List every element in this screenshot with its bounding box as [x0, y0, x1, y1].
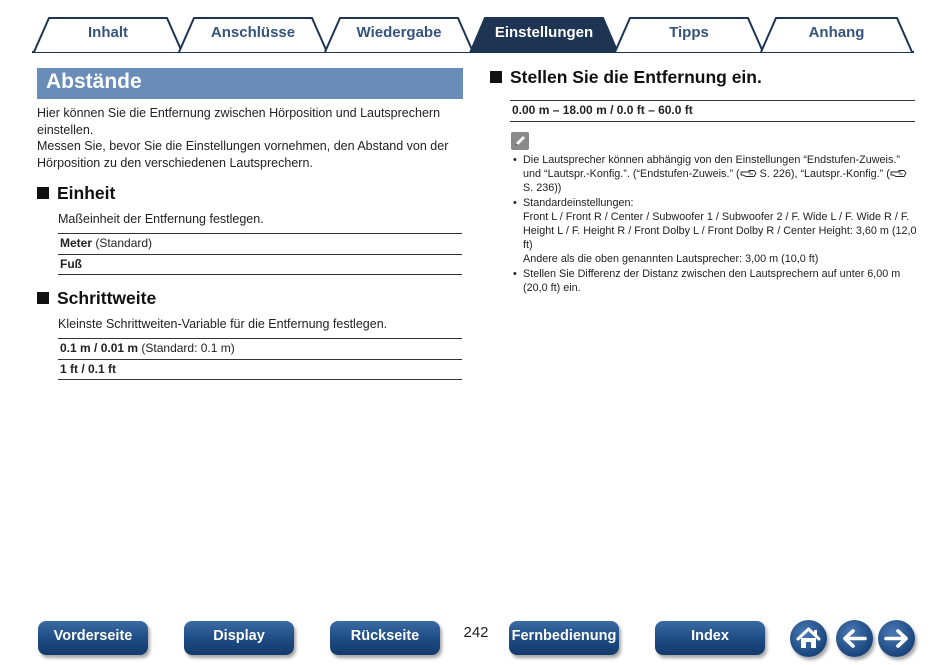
option-row [58, 254, 462, 275]
tab-tipps[interactable] [614, 16, 764, 52]
schrittweite-options-table [58, 338, 462, 380]
forward-button[interactable] [878, 620, 915, 657]
tab-label: Einstellungen [494, 24, 594, 41]
page-title: Abstände [46, 70, 142, 93]
note-item [513, 196, 918, 267]
option-row [58, 233, 462, 254]
button-label: Fernbedienung [511, 628, 617, 644]
option-row [58, 338, 462, 359]
note-item [513, 267, 918, 295]
intro-text [37, 105, 465, 171]
button-label: Rückseite [350, 628, 420, 644]
tab-label: Wiedergabe [356, 24, 442, 41]
einheit-options-table [58, 233, 462, 275]
note-text: Andere als die oben genannten Lautsprecher: 3,00 m (10,0 ft) [523, 253, 819, 266]
tab-label: Inhalt [88, 24, 128, 41]
tab-anschluesse[interactable] [178, 16, 328, 52]
option-value: Meter [60, 236, 93, 250]
tab-bar [0, 0, 950, 56]
forward-arrow-icon [878, 620, 915, 657]
pointing-hand-icon[interactable] [890, 168, 907, 177]
fernbedienung-button[interactable] [509, 621, 619, 655]
schrittweite-heading [37, 288, 156, 309]
tab-label: Anschlüsse [210, 24, 296, 41]
distance-heading [490, 67, 762, 88]
note-item [513, 153, 918, 196]
option-note: (Standard: 0.1 m) [138, 341, 235, 355]
option-value: 0.1 m / 0.01 m [60, 341, 139, 355]
note-text: S. 236)) [523, 182, 562, 195]
tab-label: Tipps [669, 24, 709, 41]
tab-wiedergabe[interactable] [324, 16, 474, 52]
tab-anhang[interactable] [760, 16, 913, 52]
tab-einstellungen[interactable] [469, 16, 619, 52]
square-bullet-icon [37, 292, 49, 304]
vorderseite-button[interactable] [38, 621, 148, 655]
option-row [58, 359, 462, 380]
index-button[interactable] [655, 621, 765, 655]
einheit-heading [37, 183, 115, 204]
option-note: (Standard) [92, 236, 153, 250]
option-value: Fuß [60, 257, 82, 271]
home-button[interactable] [790, 620, 827, 657]
back-arrow-icon [836, 620, 873, 657]
tab-inhalt[interactable] [33, 16, 183, 52]
pointing-hand-icon[interactable] [740, 168, 757, 177]
heading-text: Schrittweite [57, 288, 157, 308]
home-icon [790, 620, 827, 657]
note-text: Stellen Sie Differenz der Distanz zwischen den Lautsprechern auf unter 6,00 m (20,0 ft) ein. [523, 267, 901, 294]
button-label: Index [691, 628, 729, 644]
square-bullet-icon [37, 187, 49, 199]
page-number: 242 [463, 624, 489, 641]
heading-text: Stellen Sie die Entfernung ein. [510, 67, 762, 87]
note-text: Front L / Front R / Center / Subwoofer 1 / Subwoofer 2 / F. Wide L / F. Wide R / F. Height L / F. Height R / Front Dolby L / Front Dolby R / Center Height: 3,60 m (12,0 ft) [523, 210, 917, 252]
note-text: S. 226), “Lautspr.-Konfig.” ( [756, 168, 890, 181]
back-button[interactable] [836, 620, 873, 657]
notes-list [513, 153, 918, 295]
note-text: Die Lautsprecher können abhängig von den Einstellungen “Endstufen-Zuweis.” und “Lautspr.-Konfig.”. (“Endstufen-Zuweis.” ( [523, 154, 900, 181]
distance-range: 0.00 m – 18.00 m / 0.0 ft – 60.0 ft [510, 100, 915, 122]
intro-paragraph-1: Hier können Sie die Entfernung zwischen Hörposition und Lautsprechern einstellen. [37, 106, 441, 137]
button-label: Display [213, 628, 265, 644]
tab-label: Anhang [808, 24, 865, 41]
pencil-icon [511, 132, 529, 150]
note-text: Standardeinstellungen: [523, 196, 634, 209]
button-label: Vorderseite [53, 628, 133, 644]
heading-text: Einheit [57, 183, 116, 203]
square-bullet-icon [490, 71, 502, 83]
rueckseite-button[interactable] [330, 621, 440, 655]
schrittweite-description: Kleinste Schrittweiten-Variable für die Entfernung festlegen. [58, 317, 388, 331]
intro-paragraph-2: Messen Sie, bevor Sie die Einstellungen vornehmen, den Abstand von der Hörposition zu den verschiedenen Lautsprechern. [37, 139, 449, 170]
section-title-bar [37, 68, 463, 99]
display-button[interactable] [184, 621, 294, 655]
einheit-description: Maßeinheit der Entfernung festlegen. [58, 212, 264, 226]
option-value: 1 ft / 0.1 ft [60, 362, 117, 376]
